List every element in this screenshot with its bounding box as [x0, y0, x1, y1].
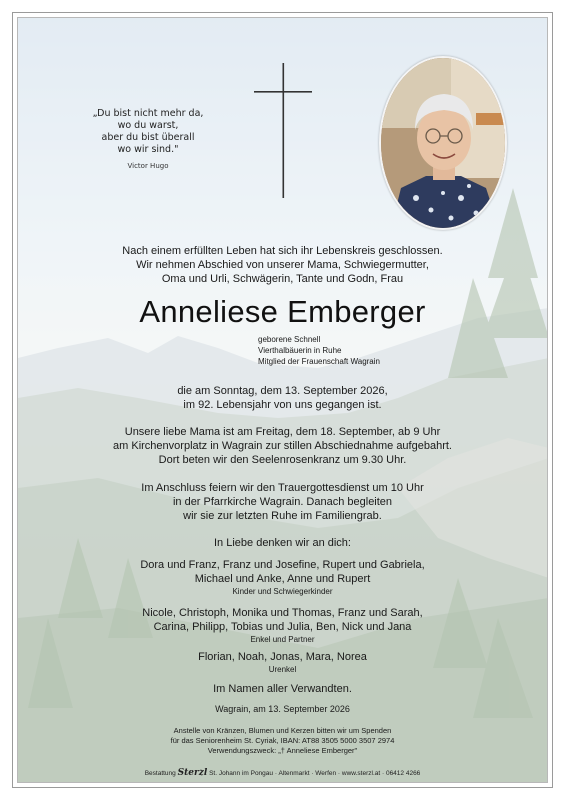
quote-line: wo wir sind.": [117, 144, 179, 155]
death-line: im 92. Lebensjahr von uns gegangen ist.: [183, 399, 382, 411]
remember-line: In Liebe denken wir an dich:: [214, 537, 351, 549]
quote-block: [88, 108, 208, 172]
portrait-photo: [379, 56, 507, 230]
donation-block: [18, 726, 547, 756]
service-line: Im Anschluss feiern wir den Trauergottesdienst um 10 Uhr: [141, 482, 424, 494]
subtitle-line: Mitglied der Frauenschaft Wagrain: [258, 357, 380, 366]
greatgrandchildren-block: [18, 650, 547, 675]
intro-line: Oma und Urli, Schwägerin, Tante und Godn, Frau: [161, 273, 404, 285]
cross-icon: [254, 63, 314, 203]
service-line: wir sie zur letzten Ruhe im Familiengrab.: [183, 510, 382, 522]
quote-line: aber du bist überall: [101, 132, 195, 143]
subtitle-line: Vierthalbäuerin in Ruhe: [258, 346, 342, 355]
intro-line: Nach einem erfüllten Leben hat sich ihr Lebenskreis geschlossen.: [122, 245, 443, 257]
farewell-block: [18, 425, 547, 467]
place-date: Wagrain, am 13. September 2026: [215, 704, 350, 714]
farewell-line: Dort beten wir den Seelenrosenkranz um 9.30 Uhr.: [158, 454, 407, 466]
grandchildren-line: Nicole, Christoph, Monika und Thomas, Franz und Sarah,: [142, 607, 423, 619]
greatgrandchildren-line: Florian, Noah, Jonas, Mara, Norea: [198, 651, 367, 663]
farewell-line: Unsere liebe Mama ist am Freitag, dem 18. September, ab 9 Uhr: [124, 426, 441, 438]
quote-author: Victor Hugo: [127, 162, 169, 170]
quote-line: „Du bist nicht mehr da,: [92, 108, 204, 119]
children-block: [18, 558, 547, 597]
remember-block: [18, 536, 547, 550]
children-line: Dora und Franz, Franz und Josefine, Rupert und Gabriela,: [140, 559, 425, 571]
death-line: die am Sonntag, dem 13. September 2026,: [177, 385, 388, 397]
grandchildren-label: Enkel und Partner: [250, 635, 315, 644]
sterzl-logo: Sterzl: [177, 768, 208, 778]
greatgrandchildren-label: Urenkel: [268, 665, 297, 674]
place-date-block: [18, 704, 547, 715]
portrait-image: [381, 58, 505, 228]
farewell-line: am Kirchenvorplatz in Wagrain zur stillen Abschiednahme aufgebahrt.: [113, 440, 452, 452]
service-block: [18, 481, 547, 523]
donation-line: Verwendungszweck: „† Anneliese Emberger": [207, 746, 358, 755]
service-line: in der Pfarrkirche Wagrain. Danach begleiten: [172, 496, 393, 508]
deceased-name: Anneliese Emberger: [139, 294, 426, 329]
footer-bar: [18, 768, 547, 778]
intro-line: Wir nehmen Abschied von unserer Mama, Schwiegermutter,: [136, 259, 429, 271]
footer-details: St. Johann im Pongau · Altenmarkt · Werfen · www.sterzl.at · 06412 4266: [209, 770, 421, 777]
relatives-block: [18, 682, 547, 696]
relatives-line: Im Namen aller Verwandten.: [213, 683, 352, 695]
donation-line: für das Seniorenheim St. Cyriak, IBAN: AT88 3505 5000 3507 2974: [170, 736, 395, 745]
subtitle-block: [258, 334, 458, 367]
grandchildren-block: [18, 606, 547, 645]
grandchildren-line: Carina, Philipp, Tobias und Julia, Ben, Nick und Jana: [153, 621, 412, 633]
intro-block: [18, 244, 547, 286]
donation-line: Anstelle von Kränzen, Blumen und Kerzen bitten wir um Spenden: [173, 726, 392, 735]
footer-prefix: Bestattung: [144, 770, 176, 777]
quote-line: wo du warst,: [117, 120, 179, 131]
death-block: [18, 384, 547, 412]
children-line: Michael und Anke, Anne und Rupert: [194, 573, 371, 585]
name-block: [18, 294, 547, 330]
obituary-card: [12, 12, 553, 788]
obituary-panel: [17, 17, 548, 783]
children-label: Kinder und Schwiegerkinder: [232, 587, 333, 596]
subtitle-line: geborene Schnell: [258, 335, 321, 344]
